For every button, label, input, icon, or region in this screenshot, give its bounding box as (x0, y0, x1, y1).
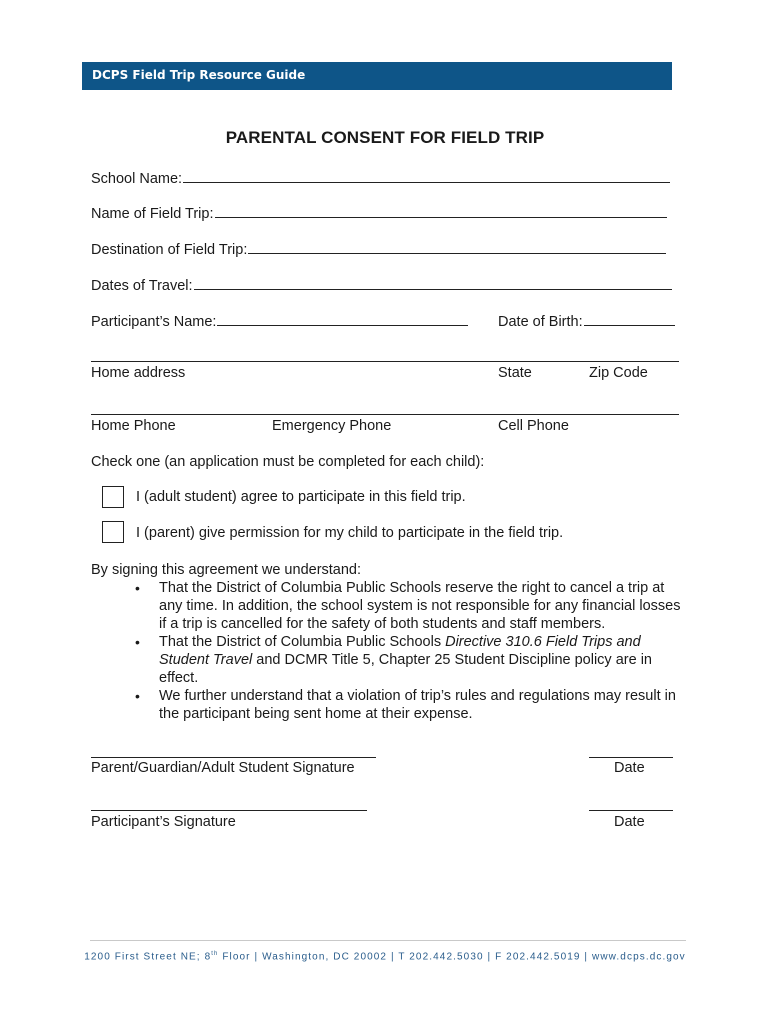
agreement-item (91, 579, 691, 633)
home-phone-label: Home Phone (91, 418, 176, 434)
bullet-icon: • (135, 580, 140, 596)
date-of-birth-label: Date of Birth: (498, 314, 583, 330)
dates-label: Dates of Travel: (91, 278, 193, 294)
participant-name-field (91, 311, 468, 330)
participant-signature-label: Participant’s Signature (91, 814, 236, 830)
cell-phone-label: Cell Phone (498, 418, 569, 434)
school-name-input[interactable] (183, 168, 670, 183)
destination-field (91, 239, 666, 258)
agreement-item-text-post: and DCMR Title 5, Chapter 25 Student Discipline policy are in effect. (159, 652, 652, 686)
guardian-signature-label: Parent/Guardian/Adult Student Signature (91, 760, 355, 776)
agreement-intro: By signing this agreement we understand: (91, 562, 362, 578)
banner-title: DCPS Field Trip Resource Guide (92, 68, 306, 82)
emergency-phone-label: Emergency Phone (272, 418, 392, 434)
state-label: State (498, 365, 532, 381)
agreement-item-text-pre: That the District of Columbia Public Schools (159, 634, 446, 650)
participant-name-label: Participant’s Name: (91, 314, 217, 330)
trip-name-label: Name of Field Trip: (91, 206, 214, 222)
school-name-label: School Name: (91, 171, 183, 187)
date-of-birth-field (498, 311, 675, 330)
home-address-label: Home address (91, 365, 186, 381)
guardian-signature-line[interactable] (91, 757, 376, 758)
destination-input[interactable] (248, 239, 666, 254)
bullet-icon: • (135, 688, 140, 704)
participant-signature-line[interactable] (91, 810, 367, 811)
agreement-section (91, 561, 691, 723)
footer-contact (0, 951, 770, 962)
zip-code-label: Zip Code (589, 365, 648, 381)
parent-permission-option-label: I (parent) give permission for my child to participate in the field trip. (136, 525, 564, 541)
participant-name-input[interactable] (217, 311, 468, 326)
dates-field (91, 275, 672, 294)
footer-contact-details: Floor | Washington, DC 20002 | T 202.442.5030 | F 202.442.5019 | www.dcps.dc.gov (218, 951, 686, 963)
agreement-item (91, 687, 691, 723)
bullet-icon: • (135, 634, 140, 650)
adult-student-checkbox[interactable] (102, 486, 124, 508)
trip-name-field (91, 203, 667, 222)
footer-address: 1200 First Street NE; 8 (84, 951, 212, 963)
parent-permission-checkbox[interactable] (102, 521, 124, 543)
footer-floor-suffix: th (211, 951, 219, 957)
participant-date-line[interactable] (589, 810, 673, 811)
footer-divider (90, 940, 686, 941)
date-of-birth-input[interactable] (584, 311, 675, 326)
agreement-item-text: That the District of Columbia Public Schools reserve the right to cancel a trip at any time. In addition, the school system is not responsible for any financial losses if a trip is cancelled for the safety of both students and staff members. (159, 580, 681, 632)
agreement-item (91, 633, 691, 687)
agreement-list (91, 579, 691, 723)
phone-line[interactable] (91, 414, 679, 415)
guardian-date-label: Date (614, 760, 645, 776)
guardian-date-line[interactable] (589, 757, 673, 758)
destination-label: Destination of Field Trip: (91, 242, 248, 258)
address-line[interactable] (91, 361, 679, 362)
dates-input[interactable] (194, 275, 672, 290)
check-instructions: Check one (an application must be completed for each child): (91, 454, 485, 470)
participant-date-label: Date (614, 814, 645, 830)
trip-name-input[interactable] (215, 203, 667, 218)
school-name-field (91, 168, 670, 187)
header-banner (82, 62, 672, 90)
adult-student-option-label: I (adult student) agree to participate in this field trip. (136, 489, 466, 505)
agreement-item-text: We further understand that a violation of trip’s rules and regulations may result in the participant being sent home at their expense. (159, 688, 676, 722)
page-title: PARENTAL CONSENT FOR FIELD TRIP (225, 128, 545, 147)
directive-title: Directive 310.6 Field Trips and Student Travel (159, 634, 641, 668)
